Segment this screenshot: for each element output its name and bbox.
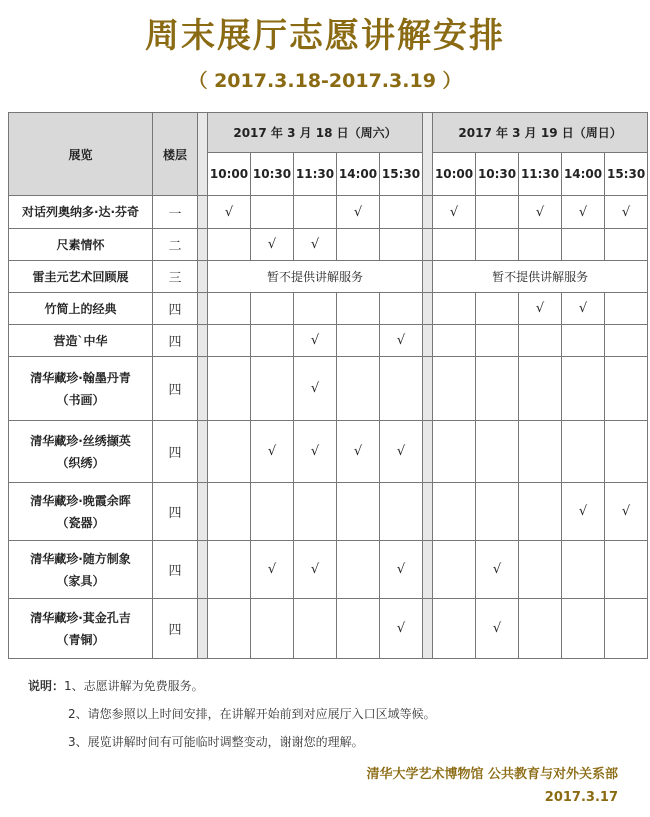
exhibition-name — [9, 483, 153, 541]
empty-slot — [380, 483, 423, 541]
note-item: 2、请您参照以上时间安排，在讲解开始前到对应展厅入口区域等候。 — [68, 707, 436, 721]
empty-slot — [251, 196, 294, 229]
floor-cell: 四 — [153, 357, 198, 421]
table-row — [9, 421, 648, 483]
tour-scheduled-mark: √ — [380, 325, 423, 357]
empty-slot — [519, 325, 562, 357]
empty-slot — [433, 421, 476, 483]
empty-slot — [433, 599, 476, 659]
column-gap — [198, 599, 208, 659]
floor-cell: 四 — [153, 293, 198, 325]
empty-slot — [562, 229, 605, 261]
exhibition-title: 清华藏珍·翰墨丹青 — [30, 370, 131, 385]
empty-slot — [476, 357, 519, 421]
empty-slot — [476, 229, 519, 261]
exhibition-title: 竹简上的经典 — [44, 301, 117, 316]
column-gap — [198, 229, 208, 261]
empty-slot — [380, 357, 423, 421]
empty-slot — [519, 599, 562, 659]
notes-section — [28, 672, 628, 756]
empty-slot — [251, 325, 294, 357]
tour-scheduled-mark: √ — [294, 421, 337, 483]
header-day-saturday: 2017 年 3 月 18 日（周六） — [208, 113, 423, 153]
exhibition-category: （织绣） — [56, 455, 105, 470]
tour-scheduled-mark: √ — [251, 541, 294, 599]
schedule-table — [8, 112, 648, 659]
empty-slot — [380, 229, 423, 261]
empty-slot — [433, 357, 476, 421]
empty-slot — [337, 541, 380, 599]
column-gap — [198, 261, 208, 293]
column-gap — [198, 357, 208, 421]
empty-slot — [433, 229, 476, 261]
empty-slot — [337, 599, 380, 659]
exhibition-title: 清华藏珍·丝绣撷英 — [30, 433, 131, 448]
column-gap — [423, 113, 433, 196]
column-gap — [198, 196, 208, 229]
empty-slot — [519, 421, 562, 483]
empty-slot — [519, 541, 562, 599]
tour-scheduled-mark: √ — [251, 421, 294, 483]
empty-slot — [519, 483, 562, 541]
column-gap — [198, 421, 208, 483]
date-range-subtitle: （ 2017.3.18-2017.3.19 ） — [188, 70, 462, 92]
empty-slot — [476, 483, 519, 541]
empty-slot — [208, 483, 251, 541]
empty-slot — [605, 293, 648, 325]
no-service-note: 暂不提供讲解服务 — [208, 261, 423, 293]
empty-slot — [251, 483, 294, 541]
time-slot-header: 10:30 — [251, 153, 294, 196]
empty-slot — [337, 229, 380, 261]
empty-slot — [476, 325, 519, 357]
exhibition-title: 清华藏珍·萁金孔吉 — [30, 610, 131, 625]
tour-scheduled-mark: √ — [380, 599, 423, 659]
floor-cell: 四 — [153, 325, 198, 357]
floor-cell: 四 — [153, 599, 198, 659]
exhibition-name — [9, 357, 153, 421]
exhibition-name — [9, 196, 153, 229]
exhibition-title: 对话列奥纳多·达·芬奇 — [21, 205, 140, 219]
empty-slot — [433, 293, 476, 325]
note-item: 3、展览讲解时间有可能临时调整变动，谢谢您的理解。 — [68, 735, 364, 749]
tour-scheduled-mark: √ — [337, 196, 380, 229]
empty-slot — [605, 541, 648, 599]
time-slot-header: 14:00 — [337, 153, 380, 196]
exhibition-title: 营造`中华 — [53, 333, 108, 348]
tour-scheduled-mark: √ — [476, 599, 519, 659]
empty-slot — [605, 599, 648, 659]
tour-scheduled-mark: √ — [476, 541, 519, 599]
table-row — [9, 293, 648, 325]
column-gap — [423, 541, 433, 599]
tour-scheduled-mark: √ — [294, 325, 337, 357]
exhibition-name — [9, 325, 153, 357]
column-gap — [198, 293, 208, 325]
column-gap — [423, 293, 433, 325]
table-row — [9, 325, 648, 357]
column-gap — [423, 357, 433, 421]
exhibition-title: 清华藏珍·晚霞余晖 — [30, 493, 131, 508]
tour-scheduled-mark: √ — [562, 293, 605, 325]
table-row — [9, 261, 648, 293]
tour-scheduled-mark: √ — [294, 357, 337, 421]
empty-slot — [605, 325, 648, 357]
column-gap — [198, 113, 208, 196]
time-slot-header: 11:30 — [294, 153, 337, 196]
empty-slot — [380, 293, 423, 325]
table-row — [9, 229, 648, 261]
tour-scheduled-mark: √ — [380, 421, 423, 483]
empty-slot — [294, 196, 337, 229]
empty-slot — [562, 325, 605, 357]
column-gap — [423, 421, 433, 483]
tour-scheduled-mark: √ — [294, 541, 337, 599]
tour-scheduled-mark: √ — [251, 229, 294, 261]
exhibition-name — [9, 599, 153, 659]
empty-slot — [251, 599, 294, 659]
table-row — [9, 483, 648, 541]
footer-organization: 清华大学艺术博物馆 公共教育与对外关系部 — [366, 767, 618, 782]
empty-slot — [208, 421, 251, 483]
time-slot-header: 10:30 — [476, 153, 519, 196]
empty-slot — [251, 357, 294, 421]
empty-slot — [380, 196, 423, 229]
note-item: 1、志愿讲解为免费服务。 — [64, 679, 204, 693]
header-floor: 楼层 — [153, 113, 198, 196]
exhibition-title: 清华藏珍·随方制象 — [30, 551, 131, 566]
empty-slot — [208, 229, 251, 261]
table-row — [9, 599, 648, 659]
time-slot-header: 11:30 — [519, 153, 562, 196]
empty-slot — [337, 357, 380, 421]
column-gap — [423, 599, 433, 659]
column-gap — [423, 483, 433, 541]
floor-cell: 三 — [153, 261, 198, 293]
column-gap — [423, 325, 433, 357]
tour-scheduled-mark: √ — [380, 541, 423, 599]
column-gap — [423, 229, 433, 261]
exhibition-category: （青铜） — [56, 632, 105, 647]
empty-slot — [433, 541, 476, 599]
empty-slot — [562, 599, 605, 659]
floor-cell: 四 — [153, 541, 198, 599]
page-title: 周末展厅志愿讲解安排 — [145, 16, 505, 56]
tour-scheduled-mark: √ — [605, 196, 648, 229]
empty-slot — [519, 357, 562, 421]
tour-scheduled-mark: √ — [294, 229, 337, 261]
exhibition-name — [9, 541, 153, 599]
empty-slot — [476, 293, 519, 325]
empty-slot — [433, 483, 476, 541]
empty-slot — [562, 357, 605, 421]
exhibition-name — [9, 293, 153, 325]
exhibition-category: （瓷器） — [56, 515, 105, 530]
tour-scheduled-mark: √ — [208, 196, 251, 229]
empty-slot — [605, 229, 648, 261]
empty-slot — [208, 293, 251, 325]
footer-date: 2017.3.17 — [544, 790, 618, 805]
tour-scheduled-mark: √ — [562, 483, 605, 541]
empty-slot — [605, 421, 648, 483]
time-slot-header: 15:30 — [380, 153, 423, 196]
empty-slot — [337, 325, 380, 357]
tour-scheduled-mark: √ — [562, 196, 605, 229]
time-slot-header: 15:30 — [605, 153, 648, 196]
empty-slot — [605, 357, 648, 421]
exhibition-title: 雷圭元艺术回顾展 — [32, 269, 129, 284]
empty-slot — [337, 483, 380, 541]
header-exhibition: 展览 — [9, 113, 153, 196]
exhibition-name — [9, 229, 153, 261]
time-slot-header: 14:00 — [562, 153, 605, 196]
empty-slot — [476, 196, 519, 229]
exhibition-name — [9, 421, 153, 483]
empty-slot — [294, 483, 337, 541]
empty-slot — [519, 229, 562, 261]
empty-slot — [562, 421, 605, 483]
exhibition-title: 尺素情怀 — [56, 237, 105, 252]
time-slot-header: 10:00 — [208, 153, 251, 196]
table-row — [9, 196, 648, 229]
floor-cell: 一 — [153, 196, 198, 229]
empty-slot — [208, 541, 251, 599]
exhibition-category: （书画） — [56, 392, 105, 407]
column-gap — [198, 541, 208, 599]
floor-cell: 四 — [153, 421, 198, 483]
tour-scheduled-mark: √ — [433, 196, 476, 229]
empty-slot — [294, 293, 337, 325]
empty-slot — [433, 325, 476, 357]
header-day-sunday: 2017 年 3 月 19 日（周日） — [433, 113, 648, 153]
tour-scheduled-mark: √ — [519, 293, 562, 325]
empty-slot — [208, 599, 251, 659]
column-gap — [423, 261, 433, 293]
tour-scheduled-mark: √ — [519, 196, 562, 229]
column-gap — [198, 325, 208, 357]
empty-slot — [476, 421, 519, 483]
table-row — [9, 357, 648, 421]
floor-cell: 二 — [153, 229, 198, 261]
column-gap — [423, 196, 433, 229]
empty-slot — [337, 293, 380, 325]
time-slot-header: 10:00 — [433, 153, 476, 196]
column-gap — [198, 483, 208, 541]
empty-slot — [251, 293, 294, 325]
empty-slot — [208, 325, 251, 357]
no-service-note: 暂不提供讲解服务 — [433, 261, 648, 293]
empty-slot — [208, 357, 251, 421]
table-row — [9, 541, 648, 599]
notes-label: 说明： — [28, 679, 65, 693]
exhibition-category: （家具） — [56, 573, 105, 588]
empty-slot — [294, 599, 337, 659]
exhibition-name — [9, 261, 153, 293]
empty-slot — [562, 541, 605, 599]
floor-cell: 四 — [153, 483, 198, 541]
tour-scheduled-mark: √ — [605, 483, 648, 541]
tour-scheduled-mark: √ — [337, 421, 380, 483]
